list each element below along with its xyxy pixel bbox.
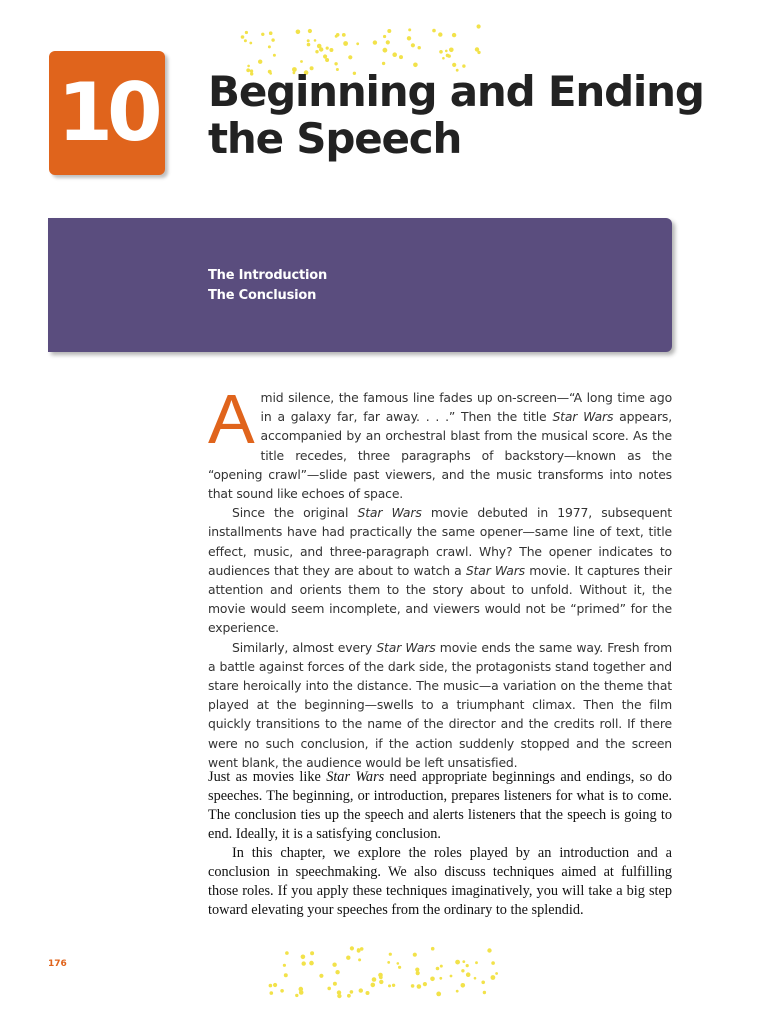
decoration-dot: [315, 50, 318, 53]
decoration-dot: [347, 994, 351, 998]
decoration-dot: [452, 33, 456, 37]
decoration-dot: [430, 977, 435, 982]
decoration-dot: [337, 994, 341, 998]
decoration-dot: [350, 990, 354, 994]
decoration-dot: [495, 972, 498, 975]
decoration-dot: [343, 41, 348, 46]
decoration-dot: [307, 43, 311, 47]
decoration-dot: [407, 36, 411, 40]
decoration-dot: [416, 971, 420, 975]
decoration-dot: [295, 994, 298, 997]
decoration-dot: [455, 960, 460, 965]
vignette-paragraph-3: [208, 638, 672, 772]
outline-item-conclusion[interactable]: The Conclusion: [208, 288, 317, 303]
decoration-dot: [270, 991, 274, 995]
outline-item-introduction[interactable]: The Introduction: [208, 268, 328, 283]
decoration-dot: [332, 963, 336, 967]
decoration-dot: [445, 50, 448, 53]
opening-vignette: [208, 380, 673, 772]
decoration-dot: [372, 977, 377, 982]
text-run: need appropriate beginnings and endings, so do speeches. The beginning, or introduction, prepares listeners for what is to come. The conclusion ties up the speech and alerts listeners that the speech is going to end. Ideally, it is a satisfying conclusion.: [208, 769, 672, 842]
decoration-dot: [392, 52, 397, 57]
decoration-dot: [491, 975, 496, 980]
decoration-dot: [360, 947, 364, 951]
decoration-dot: [397, 962, 400, 965]
chapter-title: [208, 68, 728, 162]
decoration-dot: [329, 48, 333, 52]
decoration-dot: [417, 984, 422, 989]
decoration-dot: [271, 38, 274, 41]
decoration-dot: [314, 39, 317, 42]
decoration-dot: [309, 961, 314, 966]
decoration-dot: [387, 29, 391, 33]
decoration-dot: [423, 982, 427, 986]
chapter-main-text: [208, 768, 672, 920]
decoration-dot: [346, 956, 350, 960]
decoration-dot: [431, 947, 435, 951]
decoration-dot: [333, 982, 337, 986]
decoration-dot: [269, 31, 273, 35]
decoration-dot: [491, 961, 495, 965]
chapter-outline-box: [48, 218, 672, 352]
decoration-dot: [241, 35, 245, 39]
decoration-dot: [439, 50, 443, 54]
decoration-dot: [436, 967, 440, 971]
decoration-dot: [371, 983, 376, 988]
decoration-dot: [359, 988, 363, 992]
decoration-dot: [323, 54, 327, 58]
decoration-dot: [308, 29, 312, 33]
decoration-dot: [388, 984, 391, 987]
decoration-dot: [483, 991, 486, 994]
decoration-dot: [466, 972, 471, 977]
decoration-dot: [244, 39, 247, 42]
decoration-dot: [432, 29, 436, 33]
decoration-dot: [310, 951, 314, 955]
decoration-dot: [300, 60, 303, 63]
decoration-dot: [418, 46, 421, 49]
decoration-dot: [325, 58, 329, 62]
decoration-dot: [342, 33, 346, 37]
decoration-dot: [327, 987, 331, 991]
decoration-dot: [366, 991, 370, 995]
decoration-dot: [408, 28, 411, 31]
decoration-dot: [379, 975, 383, 979]
decoration-dot: [261, 33, 264, 36]
decoration-dot: [258, 60, 262, 64]
decoration-dot: [475, 961, 478, 964]
decoration-dot: [413, 953, 417, 957]
decoration-dot: [438, 32, 442, 36]
dot-pattern-decoration-bottom: [264, 944, 504, 1000]
decoration-dot: [382, 62, 385, 65]
text-run: movie. It captures their attention and orients them to the story about to unfold. Without it, the movie would seem incomplete, and viewers would not be “primed” for the experience.: [208, 562, 672, 636]
decoration-dot: [302, 961, 306, 965]
decoration-dot: [436, 992, 441, 997]
decoration-dot: [285, 951, 289, 955]
decoration-dot: [442, 57, 445, 60]
italic-title: Star Wars: [465, 562, 525, 578]
decoration-dot: [284, 973, 288, 977]
decoration-dot: [398, 966, 401, 969]
italic-title: Star Wars: [376, 639, 436, 655]
decoration-dot: [383, 35, 386, 38]
chapter-title-line-1: Beginning and Ending: [208, 67, 704, 116]
chapter-number-badge: 10: [49, 51, 165, 175]
chapter-title-line-2: the Speech: [208, 114, 462, 163]
decoration-dot: [358, 958, 361, 961]
decoration-dot: [474, 977, 477, 980]
decoration-dot: [448, 54, 451, 57]
text-run: movie debuted in 1977, subsequent installments have had practically the same opener—same line of text, title effect, music, and three-paragraph crawl. Why? The opener indicates to audiences that they are about to watch a: [208, 505, 672, 578]
decoration-dot: [399, 55, 403, 59]
decoration-dot: [356, 42, 359, 45]
decoration-dot: [379, 980, 383, 984]
decoration-dot: [466, 964, 469, 967]
decoration-dot: [373, 40, 377, 44]
decoration-dot: [268, 45, 271, 48]
decoration-dot: [411, 984, 415, 988]
decoration-dot: [249, 42, 252, 45]
decoration-dot: [350, 946, 354, 950]
decoration-dot: [326, 47, 329, 50]
decoration-dot: [383, 48, 388, 53]
decoration-dot: [269, 984, 273, 988]
main-paragraph-2: In this chapter, we explore the roles played by an introduction and a conclusion in speechmaking. We also discuss techniques aimed at fulfilling those roles. If you apply these techniques imaginatively, you will take a big step toward elevating your speeches from the ordinary to the splendid.: [208, 845, 672, 918]
text-run: movie ends the same way. Fresh from a battle against forces of the dark side, the protagonists stand together and stare heroically into the distance. The music—a variation on the theme that played at the beginning—swells to a triumphant climax. Then the film quickly transitions to the name of the director and the credits roll. If there were no such conclusion, if the action suddenly stopped and the screen went blank, the audience would be left unsatisfied.: [208, 639, 673, 770]
decoration-dot: [319, 974, 323, 978]
italic-title: Star Wars: [357, 505, 422, 521]
decoration-dot: [389, 953, 392, 956]
decoration-dot: [334, 62, 337, 65]
vignette-paragraph-1: [208, 380, 673, 503]
decoration-dot: [273, 983, 277, 987]
drop-cap: A: [208, 380, 255, 458]
decoration-dot: [461, 969, 464, 972]
text-run: Since the original: [232, 505, 358, 521]
page-number: 176: [48, 959, 67, 969]
decoration-dot: [449, 48, 454, 53]
vignette-paragraph-2: [208, 503, 672, 637]
decoration-dot: [481, 981, 485, 985]
decoration-dot: [335, 35, 338, 38]
text-run: mid silence, the famous line fades up on-screen—“A long time ago in a galaxy far, far away. . . .” Then the title: [260, 390, 672, 425]
decoration-dot: [392, 984, 395, 987]
italic-title: Star Wars: [326, 769, 385, 785]
decoration-dot: [487, 948, 491, 952]
decoration-dot: [440, 965, 443, 968]
decoration-dot: [307, 39, 310, 42]
decoration-dot: [386, 40, 390, 44]
decoration-dot: [299, 990, 304, 995]
decoration-dot: [456, 990, 459, 993]
decoration-dot: [439, 977, 442, 980]
text-run: Just as movies like: [208, 769, 327, 785]
text-run: appears, accompanied by an orchestral blast from the musical score. As the title recedes, three paragraphs of backstory—known as the “opening crawl”—slide past viewers, and the music transforms into notes that sound like echoes of space.: [208, 409, 673, 502]
decoration-dot: [450, 975, 453, 978]
decoration-dot: [301, 955, 306, 960]
decoration-dot: [273, 54, 276, 57]
decoration-dot: [348, 55, 352, 59]
decoration-dot: [461, 983, 466, 988]
decoration-dot: [357, 949, 361, 953]
decoration-dot: [296, 30, 301, 35]
decoration-dot: [411, 43, 415, 47]
decoration-dot: [477, 24, 481, 28]
italic-title: Star Wars: [552, 409, 614, 425]
decoration-dot: [462, 960, 465, 963]
decoration-dot: [317, 44, 322, 49]
text-run: Similarly, almost every: [232, 639, 377, 655]
decoration-dot: [283, 964, 286, 967]
decoration-dot: [387, 961, 390, 964]
decoration-dot: [477, 51, 480, 54]
main-paragraph-1: [208, 768, 672, 844]
decoration-dot: [335, 970, 339, 974]
decoration-dot: [245, 31, 248, 34]
decoration-dot: [280, 989, 284, 993]
